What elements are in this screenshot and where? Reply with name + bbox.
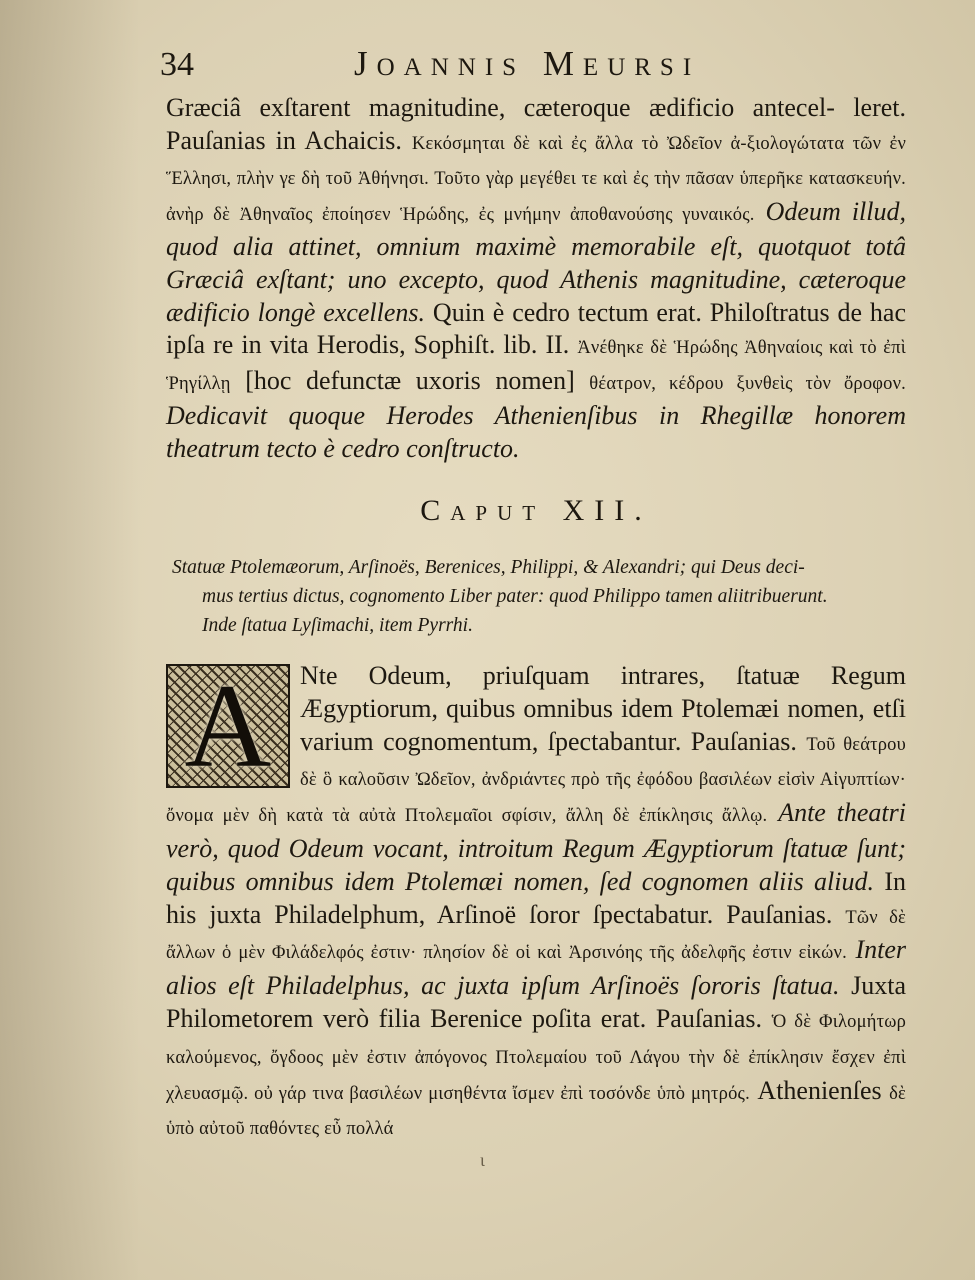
page-header [158,40,898,88]
greek-quote: Τῶν δὲ ἄλλων ὁ μὲν Φιλάδελφός ἐστιν· πλησίον δὲ οἱ καὶ Ἀρσινόης τῆς ἀδελφῆς ἐστιν εἰκών. [166,907,906,964]
greek-quote: θέατρον, κέδρου ξυνθεὶς τὸν ὄροφον. [589,373,907,394]
latin-text: In his juxta Philadelphum, Arſinoë ſoror ſpectabatur. Pauſanias. [166,866,906,929]
passage-one [166,92,906,466]
summary-line: Inde ſtatua Lyſimachi, item Pyrrhi. [202,615,473,636]
page-number: 34 [160,46,194,83]
latin-text: Græciâ exſtarent magnitudine, cæteroque ædificio antecel- [166,93,835,122]
greek-quote: Ἀνέθηκε δὲ Ἡρώδης Ἀθηναίοις καὶ τὸ ἐπὶ Ῥηγίλλῃ [166,338,906,394]
passage-two [166,660,906,1146]
latin-text: Athenienſes [757,1075,882,1105]
greek-quote: Κεκόσμηται δὲ καὶ ἐς ἄλλα τὸ Ὠδεῖον ἀ-ξιολογώτατα τῶν ἐν Ἕλλησι, πλὴν γε δὴ τοῦ Ἀθήνησι. Τοῦτο γὰρ μεγέθει τε καὶ ἐς τὴν πᾶσαν ὑπερῆκε κατασκευήν. ἀνὴρ δὲ Ἀθηναῖος ἐποίησεν Ἡρώδης, ἐς μνήμην ἀποθανούσης γυναικός. [166,133,907,225]
latin-translation: Odeum illud, quod alia attinet, omnium maximè memorabile eſt, quotquot totâ Græciâ exſtant; uno excepto, quod Athenis magnitudine, cæteroque ædificio longè excellens. [166,196,906,327]
latin-text: Quin è cedro tectum erat. Philoſtratus de hac ipſa re in vita Herodis, Sophiſt. lib. II. [166,297,906,360]
latin-translation: Ante theatri verò, quod Odeum vocant, introitum Regum Ægyptiorum ſtatuæ ſunt; quibus omnibus idem Ptolemæi nomen, ſed cognomen aliis aliud. [166,798,906,896]
initial-letter: A [184,659,272,792]
decorated-initial [166,659,290,792]
summary-line: mus tertius dictus, cognomento Liber pater: quod Philippo tamen aliitribuerunt. [202,586,828,607]
margin-mark: ι [480,1150,485,1170]
chapter-title: Caput XII. [420,494,652,527]
summary-line: Statuæ Ptolemæorum, Arſinoës, Berenices, Philippi, & Alexandri; qui Deus deci- [172,557,805,578]
latin-text: [hoc defunctæ uxoris nomen] [245,365,575,395]
latin-text: Juxta Philometorem verò filia Berenice poſita erat. Pauſanias. [166,971,906,1033]
latin-translation: Dedicavit quoque Herodes Athenienſibus in Rhegillæ honorem theatrum tecto è cedro conſtructo. [166,401,906,463]
greek-quote: Τοῦ θεάτρου δὲ ὃ καλοῦσιν Ὠδεῖον, ἀνδριάντες πρὸ τῆς ἐφόδου βασιλέων εἰσὶν Αἰγυπτίων· ὄνομα μὲν δὴ κατὰ τὰ αὐτὰ Πτολεμαῖοι σφίσιν, ἄλλη δὲ ἐπίκλησις ἄλλῳ. [166,734,906,827]
chapter-summary [172,553,904,640]
latin-text: Nte Odeum, priuſquam intrares, ſtatuæ Regum Ægyptiorum, quibus omnibus idem Ptolemæi nomen, etſi varium cognomentum, ſpectabantur. Pauſanias. [300,661,906,756]
greek-quote: δὲ ὑπὸ αὐτοῦ παθόντες εὖ πολλά [166,1083,907,1140]
latin-text: leret. Pauſanias in Achaicis. [166,93,907,155]
running-head: Joannis Meursi [354,44,701,83]
greek-quote: Ὁ δὲ Φιλομήτωρ καλούμενος, ὄγδοος μὲν ἐστιν ἀπόγονος Πτολεμαίου τοῦ Λάγου τὴν δὲ ἐπίκλησιν ἔσχεν ἐπὶ χλευασμῷ. οὐ γάρ τινα βασιλέων μισηθέντα ἴσμεν ἐπὶ τοσόνδε ὑπὸ μητρός. [166,1011,907,1104]
latin-translation: Inter alios eſt Philadelphus, ac juxta ipſum Arſinoës ſororis ſtatua. [166,935,906,1001]
